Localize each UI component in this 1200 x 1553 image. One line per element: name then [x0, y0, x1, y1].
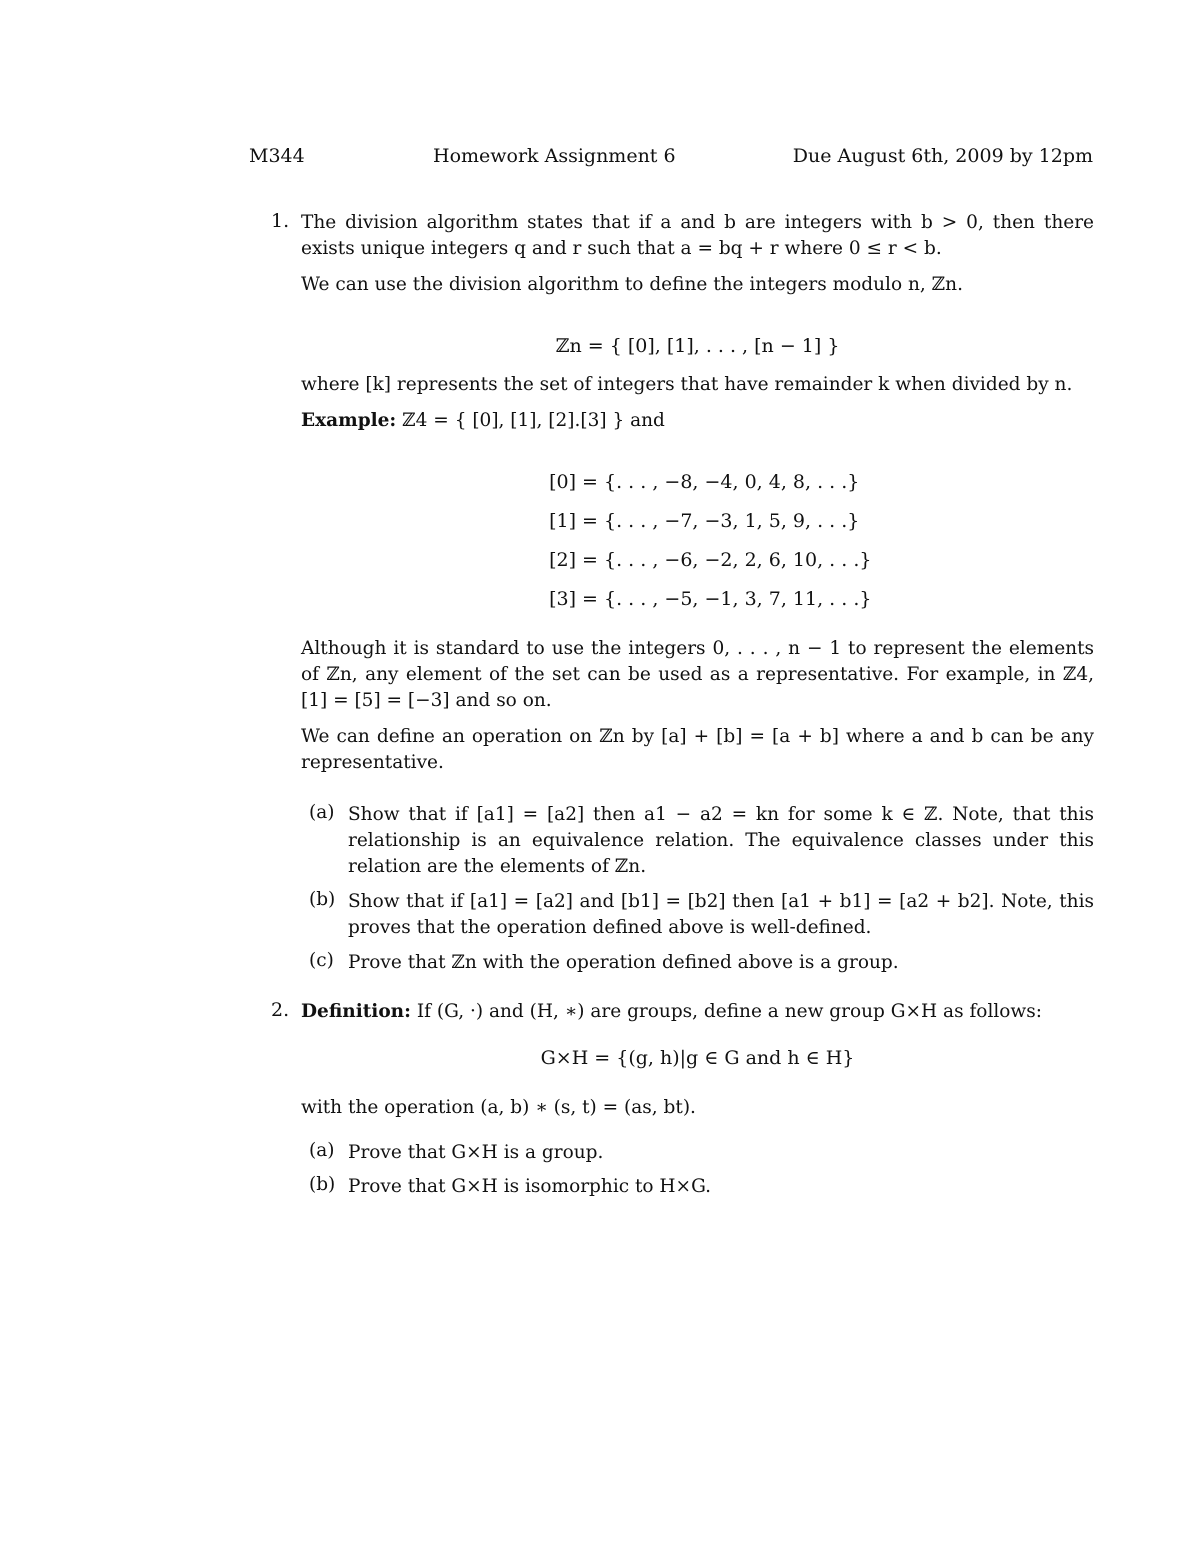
problem-1-number: 1. [271, 210, 290, 232]
class-row [530, 549, 871, 571]
example-label: Example: [301, 410, 397, 431]
product-set-definition: G×H = {(g, h)|g ∈ G and h ∈ H} [540, 1047, 855, 1069]
part-label: (b) [309, 889, 336, 910]
definition-label: Definition: [301, 1001, 411, 1022]
part-text: Prove that G×H is a group. [348, 1142, 604, 1163]
part-text: Prove that ℤn with the operation defined above is a group. [348, 952, 899, 973]
class-lhs: [3] [549, 588, 576, 610]
class-row [530, 471, 859, 493]
class-lhs: [2] [549, 549, 576, 571]
part-text: Show that if [a1] = [a2] and [b1] = [b2] then [a1 + b1] = [a2 + b2]. Note, this proves that the operation defined above is well-defined. [348, 891, 1094, 938]
class-lhs: [1] [549, 510, 576, 532]
zn-definition: ℤn = { [0], [1], . . . , [n − 1] } [555, 335, 840, 357]
part-text: Show that if [a1] = [a2] then a1 − a2 = kn for some k ∈ ℤ. Note, that this relationship is an equivalence relation. The equivalence classes under this relation are the elements of ℤn. [348, 804, 1094, 877]
example-text: ℤ4 = { [0], [1], [2].[3] } and [402, 410, 665, 431]
class-lhs: [0] [549, 471, 576, 493]
class-rhs: = {. . . , −8, −4, 0, 4, 8, . . .} [582, 471, 860, 493]
problem-1-although: Although it is standard to use the integers 0, . . . , n − 1 to represent the elements of ℤn, any element of the set can be used as a representative. For example, in ℤ4, [1] = [5] = [−3] and so on. [301, 638, 1094, 711]
class-rhs: = {. . . , −7, −3, 1, 5, 9, . . .} [582, 510, 860, 532]
part-label: (a) [309, 802, 335, 823]
part-label: (b) [309, 1174, 336, 1195]
class-rhs: = {. . . , −5, −1, 3, 7, 11, . . .} [582, 588, 872, 610]
part-label: (c) [309, 950, 334, 971]
definition-line [301, 999, 1094, 1025]
class-rhs: = {. . . , −6, −2, 2, 6, 10, . . .} [582, 549, 872, 571]
part-label: (a) [309, 1140, 335, 1161]
class-row [530, 510, 859, 532]
problem-1-where: where [k] represents the set of integers that have remainder k when divided by n. [301, 374, 1073, 395]
assignment-title: Homework Assignment 6 [433, 145, 676, 167]
definition-text: If (G, ·) and (H, ∗) are groups, define a new group G×H as follows: [416, 1001, 1042, 1022]
problem-1-intro: The division algorithm states that if a and b are integers with b > 0, then there exists unique integers q and r such that a = bq + r where 0 ≤ r < b. [301, 212, 1094, 259]
problem-1-operation: We can define an operation on ℤn by [a] + [b] = [a + b] where a and b can be any representative. [301, 726, 1094, 773]
part-text: Prove that G×H is isomorphic to H×G. [348, 1176, 712, 1197]
problem-2-number: 2. [271, 999, 290, 1021]
course-code: M344 [249, 145, 305, 167]
operation-definition: with the operation (a, b) ∗ (s, t) = (as, bt). [301, 1097, 696, 1118]
due-date: Due August 6th, 2009 by 12pm [792, 145, 1093, 167]
class-row [530, 588, 871, 610]
problem-1-define: We can use the division algorithm to define the integers modulo n, ℤn. [301, 274, 963, 295]
example-line [301, 408, 1094, 434]
